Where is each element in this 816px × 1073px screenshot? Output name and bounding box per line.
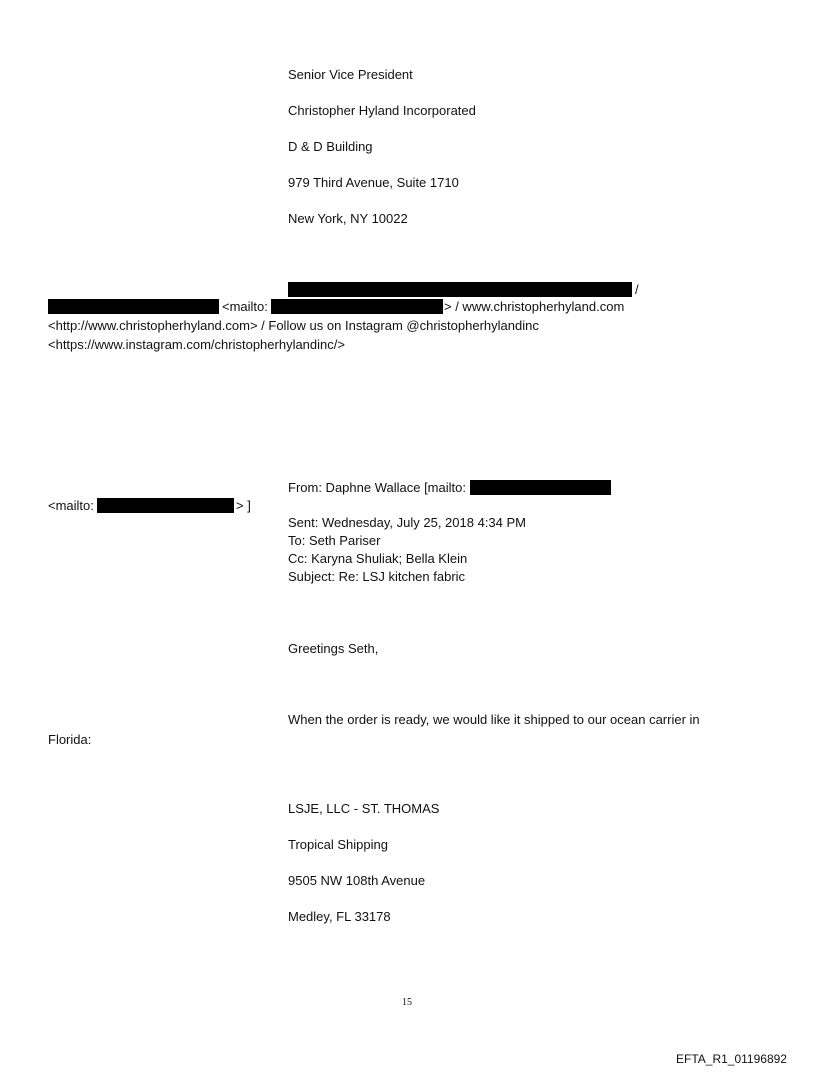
document-id: EFTA_R1_01196892 bbox=[676, 1052, 787, 1066]
shipping-street: 9505 NW 108th Avenue bbox=[288, 873, 426, 888]
shipping-name: LSJE, LLC - ST. THOMAS bbox=[288, 801, 440, 816]
contact-website: > / www.christopherhyland.com bbox=[444, 299, 625, 314]
page-number: 15 bbox=[402, 997, 412, 1008]
shipping-city: Medley, FL 33178 bbox=[288, 909, 391, 924]
email-mailto-open: <mailto: bbox=[48, 498, 94, 513]
email-paragraph-line: Florida: bbox=[48, 732, 92, 747]
email-to: To: Seth Pariser bbox=[288, 533, 381, 548]
contact-instagram-link: <https://www.instagram.com/christopherhylandinc/> bbox=[48, 337, 345, 352]
redaction-bar bbox=[97, 498, 234, 513]
shipping-company: Tropical Shipping bbox=[288, 837, 388, 852]
contact-mailto-open: <mailto: bbox=[222, 299, 268, 314]
redaction-bar bbox=[288, 282, 632, 297]
signature-building: D & D Building bbox=[288, 139, 373, 154]
redaction-bar bbox=[470, 480, 611, 495]
email-greeting: Greetings Seth, bbox=[288, 641, 379, 656]
email-cc: Cc: Karyna Shuliak; Bella Klein bbox=[288, 551, 468, 566]
signature-street: 979 Third Avenue, Suite 1710 bbox=[288, 175, 459, 190]
contact-website-link: <http://www.christopherhyland.com> / Follow us on Instagram @christopherhylandinc bbox=[48, 318, 539, 333]
email-mailto-close: > ] bbox=[236, 498, 251, 513]
redaction-bar bbox=[271, 299, 443, 314]
signature-city: New York, NY 10022 bbox=[288, 211, 408, 226]
email-from: From: Daphne Wallace [mailto: bbox=[288, 480, 466, 495]
email-sent: Sent: Wednesday, July 25, 2018 4:34 PM bbox=[288, 515, 526, 530]
signature-title: Senior Vice President bbox=[288, 67, 413, 82]
signature-company: Christopher Hyland Incorporated bbox=[288, 103, 476, 118]
email-paragraph-line: When the order is ready, we would like it shipped to our ocean carrier in bbox=[288, 712, 700, 727]
email-subject: Subject: Re: LSJ kitchen fabric bbox=[288, 569, 466, 584]
redaction-bar bbox=[48, 299, 219, 314]
contact-slash: / bbox=[635, 282, 639, 297]
